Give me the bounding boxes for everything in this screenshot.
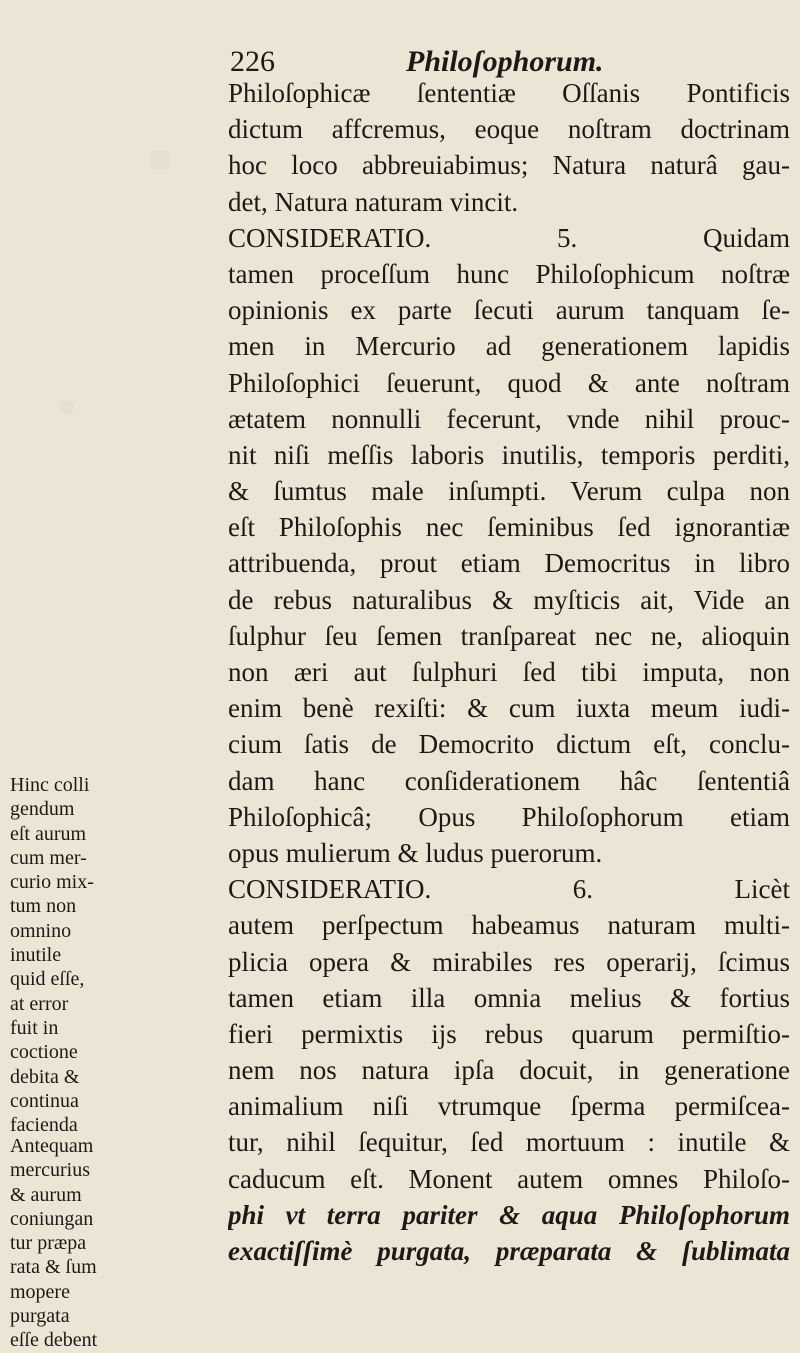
text-line: Philoſophicâ; Opus Philoſophorum etiam <box>228 801 790 832</box>
text-line: Philoſophicæ ſententiæ Oſſanis Pontificis <box>228 78 790 108</box>
margin-note-line: debita & <box>10 1065 80 1088</box>
margin-note-line: tum non <box>10 895 77 918</box>
margin-note-line: rata & ſum <box>10 1256 97 1279</box>
text-line: phi vt terra pariter & aqua Philoſophorum <box>228 1199 790 1230</box>
page-stain <box>60 400 74 414</box>
text-line: tamen etiam illa omnia melius & fortius <box>228 982 790 1013</box>
page-stain <box>150 150 170 170</box>
text-line: Philoſophici ſeuerunt, quod & ante noſtram <box>228 367 790 398</box>
margin-note-line: Antequam <box>10 1135 94 1157</box>
margin-note-line: mopere <box>10 1280 70 1303</box>
text-line: hoc loco abbreuiabimus; Natura naturâ gau- <box>228 150 790 181</box>
text-line: plicia opera & mirabiles res operarij, ſcimus <box>228 946 790 977</box>
margin-note-line: purgata <box>10 1305 70 1328</box>
margin-note-line: fuit in <box>10 1016 59 1039</box>
text-line: non æri aut ſulphuri ſed tibi imputa, non <box>228 657 790 687</box>
margin-note-line: mercurius <box>10 1159 90 1182</box>
text-line: CONSIDERATIO. 5. Quidam <box>228 222 790 253</box>
margin-note-1 <box>10 773 120 1137</box>
page-number: 226 <box>230 45 275 78</box>
text-line: eſt Philoſophis nec ſeminibus ſed ignorantiæ <box>228 512 790 543</box>
text-line: men in Mercurio ad generationem lapidis <box>228 331 790 362</box>
margin-note-line: coctione <box>10 1041 78 1064</box>
text-line: dam hanc conſiderationem hâc ſententiâ <box>228 765 790 796</box>
margin-note-line: cum mer- <box>10 846 87 869</box>
text-line: attribuenda, prout etiam Democritus in libro <box>228 548 790 579</box>
text-line: nit niſi meſſis laboris inutilis, temporis perditi, <box>228 439 790 470</box>
text-line: tur, nihil ſequitur, ſed mortuum : inutile & <box>228 1127 790 1158</box>
margin-note-line: coniungan <box>10 1207 94 1230</box>
margin-note-line: gendum <box>10 798 75 821</box>
margin-note-2 <box>10 1134 120 1353</box>
text-line: dictum affcremus, eoque noſtram doctrinam <box>228 114 790 145</box>
text-line: CONSIDERATIO. 6. Licèt <box>228 874 790 905</box>
text-line: cium ſatis de Democrito dictum eſt, conclu- <box>228 729 790 760</box>
running-title: Philoſophorum. <box>406 45 604 78</box>
margin-note-line: at error <box>10 992 69 1015</box>
margin-note-line: Hinc colli <box>10 774 90 796</box>
text-line: enim benè rexiſti: & cum iuxta meum iudi- <box>228 693 790 724</box>
margin-note-line: tur præpa <box>10 1232 87 1255</box>
margin-note-line: eſſe debent <box>10 1329 98 1352</box>
text-line: det, Natura naturam vincit. <box>228 186 519 217</box>
margin-note-line: & aurum <box>10 1183 82 1206</box>
text-line: ætatem nonnulli fecerunt, vnde nihil prouc- <box>228 403 790 434</box>
text-line: tamen proceſſum hunc Philoſophicum noſtræ <box>228 258 790 289</box>
margin-note-line: quid eſſe, <box>10 968 85 991</box>
main-text-block <box>228 75 790 1269</box>
text-line: exactiſſimè purgata, præparata & ſublimata <box>228 1236 790 1266</box>
margin-note-line: eſt aurum <box>10 822 87 845</box>
text-line: opus mulierum & ludus puerorum. <box>228 837 603 868</box>
text-line: nem nos natura ipſa docuit, in generatione <box>228 1055 790 1086</box>
text-line: caducum eſt. Monent autem omnes Philoſo- <box>228 1163 790 1194</box>
text-line: autem perſpectum habeamus naturam multi- <box>228 910 790 941</box>
margin-note-line: continua <box>10 1089 79 1112</box>
text-line: de rebus naturalibus & myſticis ait, Vide an <box>228 584 790 615</box>
margin-note-line: inutile <box>10 944 62 967</box>
text-line: animalium niſi vtrumque ſperma permiſcea- <box>228 1091 790 1122</box>
text-line: opinionis ex parte ſecuti aurum tanquam ſe- <box>228 295 790 326</box>
text-line: ſulphur ſeu ſemen tranſpareat nec ne, alioquin <box>228 620 790 651</box>
text-line: & ſumtus male inſumpti. Verum culpa non <box>228 476 790 507</box>
margin-note-line: omnino <box>10 919 72 942</box>
margin-note-line: facienda <box>10 1114 78 1137</box>
text-line: fieri permixtis ijs rebus quarum permiſtio- <box>228 1018 790 1049</box>
margin-note-line: curio mix- <box>10 871 94 894</box>
